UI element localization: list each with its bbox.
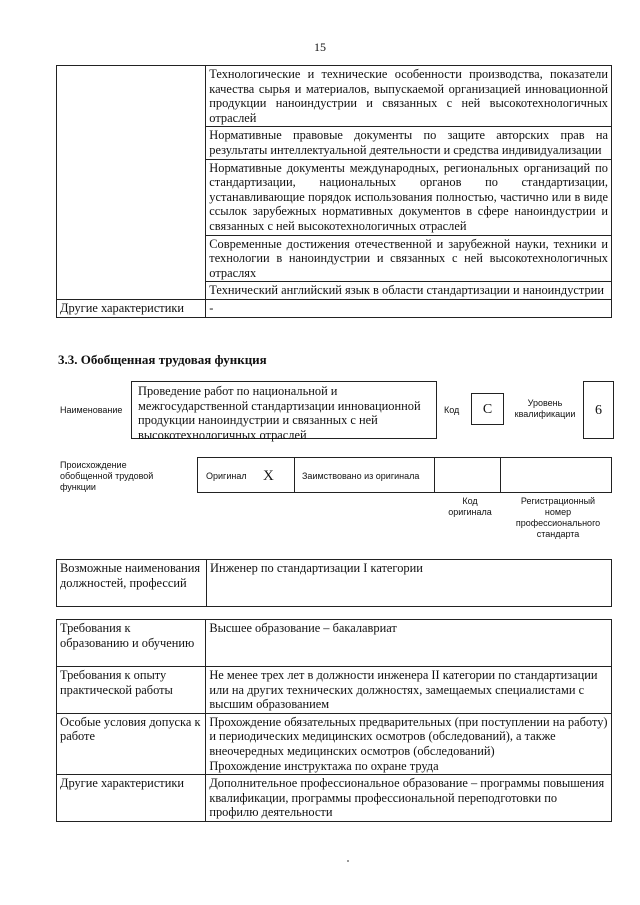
other-characteristics-label: Другие характеристики	[57, 299, 206, 317]
empty-label-cell	[57, 66, 206, 300]
borrowed-label: Заимствовано из оригинала	[302, 471, 420, 481]
requirement-label: Требования к опыту практической работы	[57, 667, 206, 714]
requirement-label: Особые условия допуска к работе	[57, 713, 206, 774]
knowledge-table	[56, 65, 612, 318]
origin-label: Происхождение обобщенной трудовой функции	[60, 460, 154, 492]
table-row	[57, 66, 612, 127]
requirement-label: Другие характеристики	[57, 775, 206, 822]
other-characteristics-value: -	[206, 299, 612, 317]
reg-number-cell	[500, 457, 612, 493]
knowledge-cell: Технический английский язык в области стандартизации и наноиндустрии	[206, 282, 612, 300]
original-label: Оригинал	[206, 471, 247, 481]
page-number: 15	[314, 40, 326, 54]
code-value: C	[471, 393, 504, 425]
code-original-caption: Код оригинала	[448, 496, 492, 517]
knowledge-cell: Нормативные правовые документы по защите авторских прав на результаты интеллектуальной деятельности и средства индивидуализации	[206, 127, 612, 159]
table-row	[57, 713, 612, 774]
requirement-label: Требования к образованию и обучению	[57, 620, 206, 667]
knowledge-cell: Современные достижения отечественной и зарубежной науки, техники и технологии в наноиндустрии и связанных с ней высокотехнологичных отраслях	[206, 235, 612, 282]
table-row	[57, 620, 612, 667]
original-cell	[197, 457, 295, 493]
original-code-cell	[434, 457, 501, 493]
requirement-value	[206, 713, 612, 774]
section-title: 3.3. Обобщенная трудовая функция	[58, 352, 267, 367]
requirement-value-line: Прохождение инструктажа по охране труда	[209, 758, 439, 773]
requirement-value: Дополнительное профессиональное образование – программы повышения квалификации, программы профессиональной переподготовки по профилю деятельности	[206, 775, 612, 822]
borrowed-cell	[294, 457, 435, 493]
requirements-table	[56, 619, 612, 822]
knowledge-cell: Нормативные документы международных, региональных организаций по стандартизации, национальных органов по стандартизации, устанавливающие порядок использования полностью, частично или в виде ссылок зарубежных нормативных документов в сфере наноиндустрии и связанных с ней высокотехнологичных отраслей	[206, 159, 612, 235]
positions-value: Инженер по стандартизации I категории	[207, 560, 612, 607]
table-row	[57, 667, 612, 714]
positions-table	[56, 559, 612, 607]
table-row	[57, 775, 612, 822]
requirement-value: Не менее трех лет в должности инженера II категории по стандартизации или на других технических должностях, замещаемых специалистами с высшим образованием	[206, 667, 612, 714]
code-label: Код	[444, 405, 460, 415]
requirement-value: Высшее образование – бакалавриат	[206, 620, 612, 667]
scan-speck	[347, 860, 349, 862]
level-label: Уровень квалификации	[514, 398, 576, 419]
table-row	[57, 560, 612, 607]
requirement-value-line: Прохождение обязательных предварительных (при поступлении на работу) и периодических медицинских осмотров (обследований), а также внеочередных медицинских осмотров (обследований)	[209, 714, 608, 758]
knowledge-cell: Технологические и технические особенности производства, показатели качества сырья и материалов, выпускаемой организацией инновационной продукции наноиндустрии и связанных с ней высокотехнологичных отраслей	[206, 66, 612, 127]
table-row	[57, 299, 612, 317]
name-label: Наименование	[60, 405, 123, 415]
reg-number-caption: Регистрационный номер профессионального стандарта	[515, 496, 601, 539]
gtf-name-value: Проведение работ по национальной и межгосударственной стандартизации инновационной продукции наноиндустрии и связанных с ней высокотехнологичных отраслей	[131, 381, 437, 439]
positions-label: Возможные наименования должностей, профессий	[57, 560, 207, 607]
original-mark: X	[263, 468, 274, 484]
level-value: 6	[583, 381, 614, 439]
